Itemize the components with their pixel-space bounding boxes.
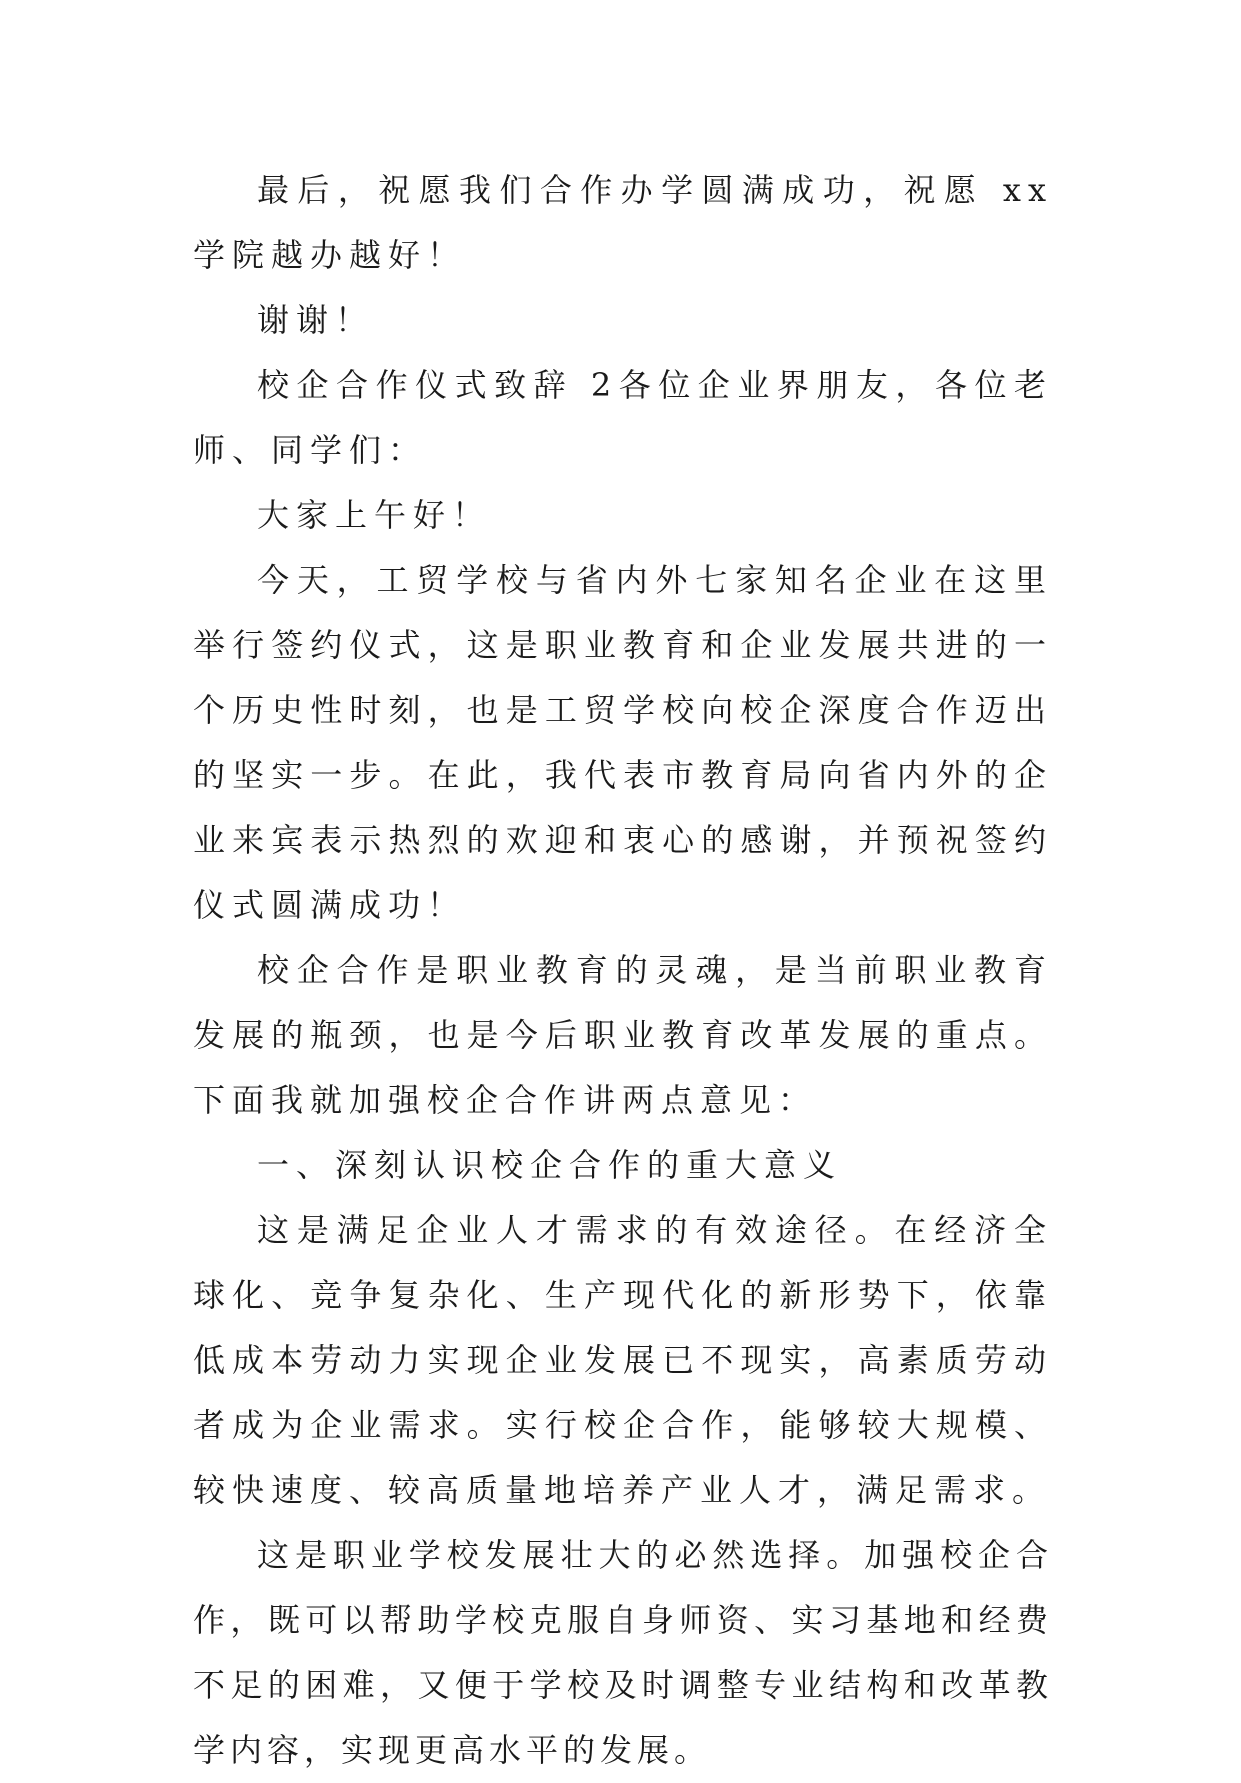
section-heading-significance: 一、深刻认识校企合作的重大意义 <box>257 1146 843 1184</box>
paragraph-school-development: 这是职业学校发展壮大的必然选择。加强校企合作，既可以帮助学校克服自身师资、实习基地和经费不足的困难，又便于学校及时调整专业结构和改革教学内容，实现更高水平的发展。 <box>193 1536 1053 1769</box>
paragraph-talent-demand: 这是满足企业人才需求的有效途径。在经济全球化、竞争复杂化、生产现代化的新形势下，依靠低成本劳动力实现企业发展已不现实，高素质劳动者成为企业需求。实行校企合作，能够较大规模、较快速度、较高质量地培养产业人才，满足需求。 <box>193 1211 1053 1509</box>
paragraph-thanks: 谢谢！ <box>257 301 375 339</box>
paragraph-cooperation-soul: 校企合作是职业教育的灵魂，是当前职业教育发展的瓶颈，也是今后职业教育改革发展的重点。下面我就加强校企合作讲两点意见： <box>193 951 1053 1119</box>
paragraph-speech-title-greeting: 校企合作仪式致辞 2各位企业界朋友，各位老师、同学们： <box>193 366 1053 469</box>
paragraph-good-morning: 大家上午好！ <box>257 496 492 534</box>
paragraph-signing-ceremony: 今天，工贸学校与省内外七家知名企业在这里举行签约仪式，这是职业教育和企业发展共进的一个历史性时刻，也是工贸学校向校企深度合作迈出的坚实一步。在此，我代表市教育局向省内外的企业来宾表示热烈的欢迎和衷心的感谢，并预祝签约仪式圆满成功！ <box>193 561 1053 924</box>
document-body <box>193 158 1053 1783</box>
paragraph-closing-wish: 最后，祝愿我们合作办学圆满成功，祝愿 xx 学院越办越好！ <box>193 171 1053 274</box>
